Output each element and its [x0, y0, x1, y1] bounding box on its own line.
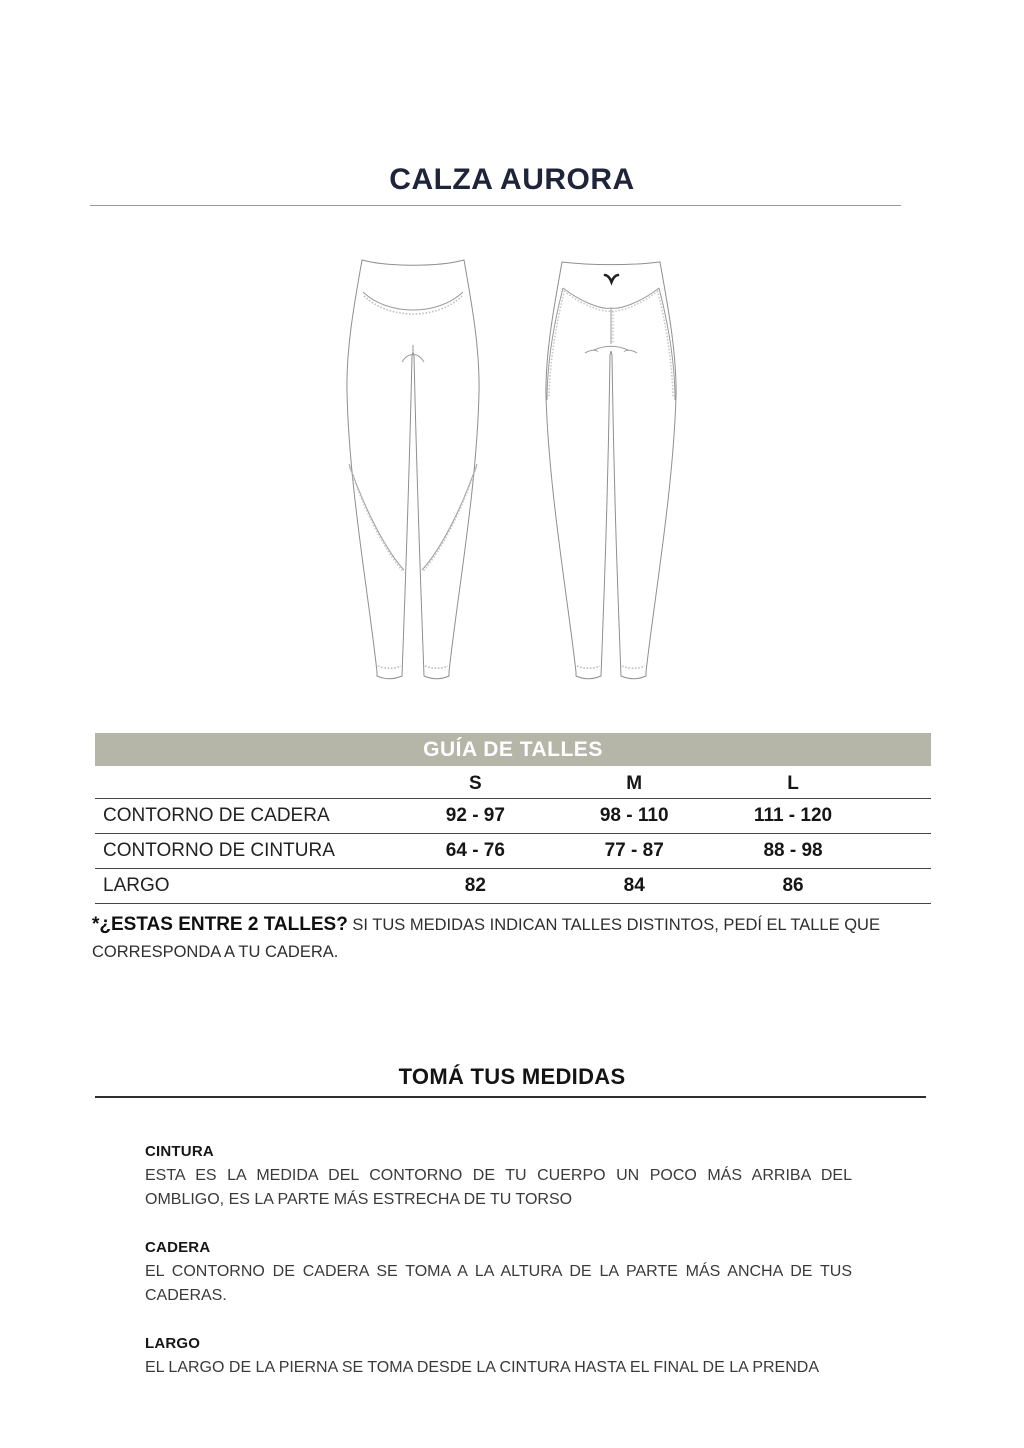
note-text: SI TUS MEDIDAS INDICAN TALLES DISTINTOS, PEDÍ EL TALLE QUE CORRESPONDA A TU CADERA. — [92, 916, 880, 961]
note-question: *¿ESTAS ENTRE 2 TALLES? — [92, 914, 348, 935]
instruction-heading: LARGO — [145, 1335, 201, 1352]
instruction-heading: CADERA — [145, 1239, 211, 1256]
size-column-l: L — [787, 773, 799, 794]
title-divider — [90, 205, 901, 206]
size-table-header-row — [95, 770, 931, 799]
table-row-cintura — [95, 834, 931, 869]
row-label: LARGO — [103, 875, 170, 896]
size-table — [95, 770, 931, 904]
product-technical-drawings — [0, 252, 1024, 682]
instruction-text: EL CONTORNO DE CADERA SE TOMA A LA ALTURA DE LA PARTE MÁS ANCHA DE TUS CADERAS. — [145, 1263, 852, 1304]
instruction-text: ESTA ES LA MEDIDA DEL CONTORNO DE TU CUERPO UN POCO MÁS ARRIBA DEL OMBLIGO, ES LA PARTE MÁS ESTRECHA DE TU TORSO — [145, 1167, 852, 1208]
instruction-heading: CINTURA — [145, 1143, 214, 1160]
size-column-s: S — [469, 773, 482, 794]
measuring-instructions — [145, 1143, 852, 1407]
table-row-cadera — [95, 799, 931, 834]
instruction-cintura — [145, 1143, 852, 1212]
leggings-back-view-drawing — [536, 252, 686, 682]
measures-divider — [95, 1096, 926, 1098]
instruction-largo — [145, 1335, 852, 1380]
table-row-largo — [95, 869, 931, 904]
largo-l: 86 — [782, 875, 804, 896]
size-guide-header: GUÍA DE TALLES — [95, 733, 931, 766]
cintura-m: 77 - 87 — [604, 840, 664, 861]
row-label: CONTORNO DE CINTURA — [103, 840, 335, 861]
front-silhouette — [347, 260, 479, 679]
row-label: CONTORNO DE CADERA — [103, 805, 330, 826]
instruction-text: EL LARGO DE LA PIERNA SE TOMA DESDE LA CINTURA HASTA EL FINAL DE LA PRENDA — [145, 1359, 820, 1376]
cadera-s: 92 - 97 — [445, 805, 505, 826]
cadera-l: 111 - 120 — [753, 805, 833, 826]
measures-section-title: TOMÁ TUS MEDIDAS — [398, 1064, 626, 1089]
leggings-front-view-drawing — [338, 252, 488, 682]
size-column-m: M — [626, 773, 643, 794]
cintura-s: 64 - 76 — [445, 840, 505, 861]
between-sizes-note — [92, 911, 938, 964]
largo-m: 84 — [623, 875, 645, 896]
cintura-l: 88 - 98 — [763, 840, 823, 861]
instruction-cadera — [145, 1239, 852, 1308]
page-title: CALZA AURORA — [389, 163, 635, 196]
cadera-m: 98 - 110 — [599, 805, 669, 826]
largo-s: 82 — [464, 875, 486, 896]
